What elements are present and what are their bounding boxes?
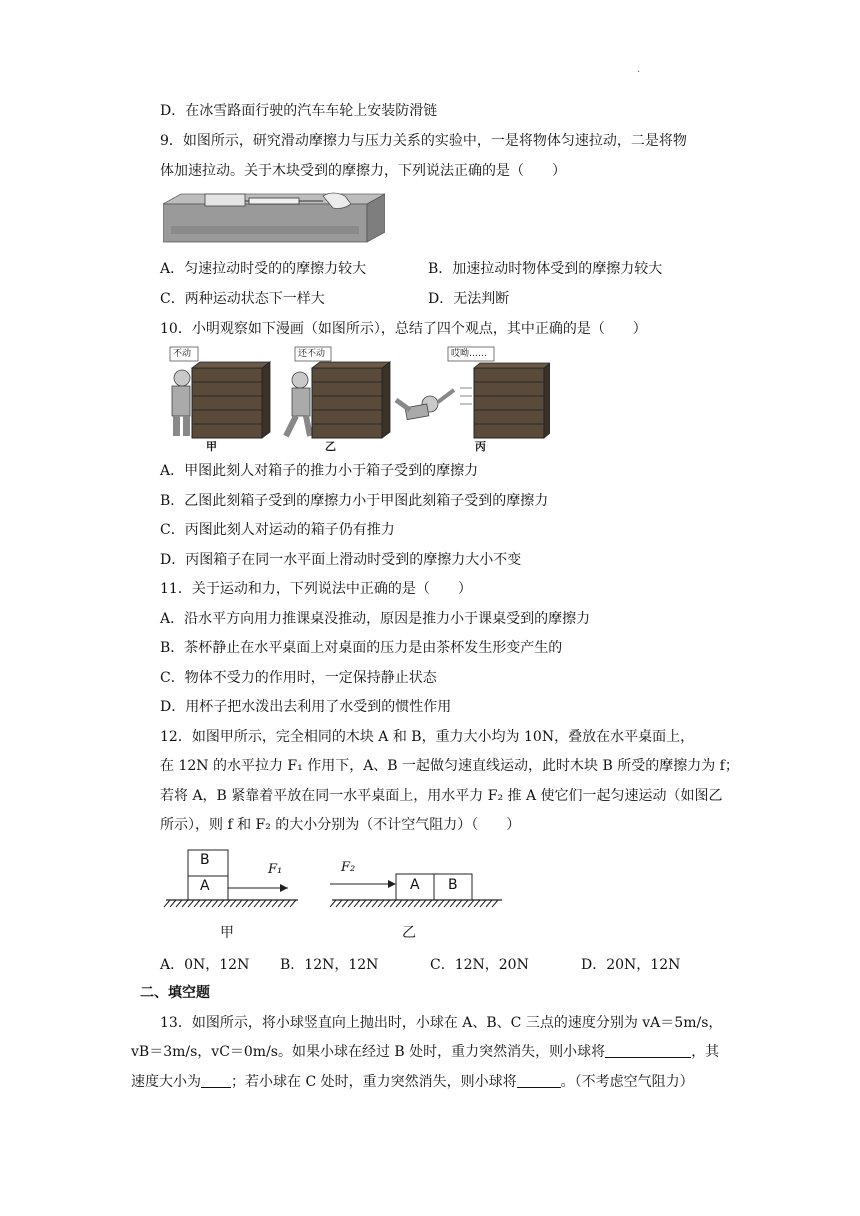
ground-hatch [462,900,468,907]
ground-hatch [170,900,176,907]
ground-hatch [438,900,444,907]
crate-1 [192,368,262,438]
ground-hatch [486,900,492,907]
ground-hatch [194,900,200,907]
q12-option-a: A．0N，12N [160,957,250,973]
ground-hatch [426,900,432,907]
ground-hatch [378,900,384,907]
ground-hatch [456,900,462,907]
ground-hatch [176,900,182,907]
q9-friction-experiment-figure [163,190,385,246]
ground-hatch [272,900,278,907]
q13-stem-line3 [131,1071,694,1093]
ground-hatch [348,900,354,907]
q10-option-a: A．甲图此刻人对箱子的推力小于箱子受到的摩擦力 [160,463,479,479]
ground-hatch [444,900,450,907]
ground-hatch [164,900,170,907]
label-force-f1: F₁ [268,862,283,877]
boy-2-head [292,372,308,388]
ground-hatch [218,900,224,907]
ground-hatch [254,900,260,907]
blank-1[interactable] [605,1043,691,1058]
ground-hatch [480,900,486,907]
q12-stem-line2: 在 12N 的水平拉力 F₁ 作用下，A、B 一起做匀速直线运动，此时木块 B 所受的摩擦力为 f； [160,758,739,774]
blank-2[interactable] [201,1073,231,1088]
ground-hatch [420,900,426,907]
q8-option-d: D．在冰雪路面行驶的汽车车轮上安装防滑链 [160,103,438,119]
ground-hatch [260,900,266,907]
ground-hatch [236,900,242,907]
q11-option-d: D．用杯子把水泼出去利用了水受到的惯性作用 [160,699,452,715]
q13-line3-b: ；若小球在 C 处时，重力突然消失，则小球将 [231,1074,517,1090]
label-force-f2: F₂ [341,860,356,875]
ground-hatch [396,900,402,907]
ground-hatch [290,900,296,907]
crate-3 [474,368,544,438]
ground-hatch [402,900,408,907]
ground-hatch [248,900,254,907]
ground-hatch [284,900,290,907]
q9-option-b: B．加速拉动时物体受到的摩擦力较大 [428,261,663,277]
q10-option-c: C．丙图此刻人对运动的箱子仍有推力 [160,522,395,538]
q9-option-c: C．两种运动状态下一样大 [160,291,325,307]
blank-3[interactable] [517,1073,561,1088]
ground-hatch [200,900,206,907]
section-title-fill-in: 二、填空题 [140,985,210,1001]
ground-hatch [206,900,212,907]
label-block-a-stacked: A [200,878,210,894]
q11-option-c: C．物体不受力的作用时，一定保持静止状态 [160,670,437,686]
panel-label-yi: 乙 [325,440,336,453]
q13-stem-line1: 13．如图所示，将小球竖直向上抛出时，小球在 A、B、C 三点的速度分别为 vA＝5m/s， [160,1015,723,1031]
q13-line2-end: ，其 [691,1044,720,1060]
q9-stem-line2: 体加速拉动。关于木块受到的摩擦力，下列说法正确的是（ ） [160,163,566,179]
ground-hatch [360,900,366,907]
q12-option-b: B．12N，12N [280,957,379,973]
label-block-a-side: A [410,877,420,893]
panel-label-jia: 甲 [206,440,217,453]
ground-hatch [224,900,230,907]
ground-hatch [330,900,336,907]
q12-stem-line4: 所示），则 f 和 F₂ 的大小分别为（不计空气阻力）（ ） [160,817,521,833]
q11-option-b: B．茶杯静止在水平桌面上对桌面的压力是由茶杯发生形变产生的 [160,640,563,656]
ground-hatch [336,900,342,907]
label-block-b-side: B [448,877,458,893]
q12-stem-line1: 12．如图甲所示，完全相同的木块 A 和 B，重力大小均为 10N，叠放在水平桌面上， [160,729,695,745]
bubble-text-3: 哎呦…… [451,349,488,359]
ground-hatch [474,900,480,907]
bubble-text-2: 还不动 [298,349,326,359]
q13-stem-line2 [131,1041,719,1063]
caption-yi: 乙 [402,925,416,941]
q12-option-c: C．12N，20N [430,957,529,973]
q13-line3-a: 速度大小为 [131,1074,201,1090]
q10-stem: 10．小明观察如下漫画（如图所示），总结了四个观点，其中正确的是（ ） [160,321,647,337]
corner-mark: . [637,64,641,75]
ground-hatch [278,900,284,907]
ground-hatch [390,900,396,907]
label-block-b-stacked: B [200,852,210,868]
bubble-text-1: 不动 [173,349,192,359]
panel-label-bing: 丙 [475,440,486,453]
crate-2 [312,368,382,438]
q10-option-d: D．丙图箱子在同一水平面上滑动时受到的摩擦力大小不变 [160,552,522,568]
ground-hatch [468,900,474,907]
ground-hatch [366,900,372,907]
ground-hatch [188,900,194,907]
ground-hatch [384,900,390,907]
ground-hatch [450,900,456,907]
ground-hatch [212,900,218,907]
q9-option-d: D．无法判断 [428,291,510,307]
ground-hatch [354,900,360,907]
q12-stem-line3: 若将 A，B 紧靠着平放在同一水平桌面上，用水平力 F₂ 推 A 使它们一起匀速运动（如图乙 [160,788,723,804]
caption-jia: 甲 [220,925,234,941]
ground-hatch [342,900,348,907]
q13-line3-c: 。（不考虑空气阻力） [560,1074,694,1090]
ground-hatch [408,900,414,907]
ground-hatch [492,900,498,907]
ground-hatch [266,900,272,907]
q11-option-a: A．沿水平方向用力推课桌没推动，原因是推力小于课桌受到的摩擦力 [160,611,591,627]
ground-hatch [414,900,420,907]
q13-line2-text: vB＝3m/s，vC＝0m/s。如果小球在经过 B 处时，重力突然消失，则小球将 [131,1044,606,1060]
ground-hatch [230,900,236,907]
q12-option-d: D．20N，12N [581,957,681,973]
q9-stem-line1: 9．如图所示，研究滑动摩擦力与压力关系的实验中，一是将物体匀速拉动，二是将物 [160,133,687,149]
q10-cartoon-figure [160,344,550,454]
ground-hatch [432,900,438,907]
q9-option-a: A．匀速拉动时受的的摩擦力较大 [160,261,367,277]
boy-1-head [174,370,190,386]
ground-hatch [182,900,188,907]
q10-option-b: B．乙图此刻箱子受到的摩擦力小于甲图此刻箱子受到的摩擦力 [160,493,549,509]
q11-stem: 11．关于运动和力，下列说法中正确的是（ ） [160,581,472,597]
ground-hatch [242,900,248,907]
ground-hatch [372,900,378,907]
